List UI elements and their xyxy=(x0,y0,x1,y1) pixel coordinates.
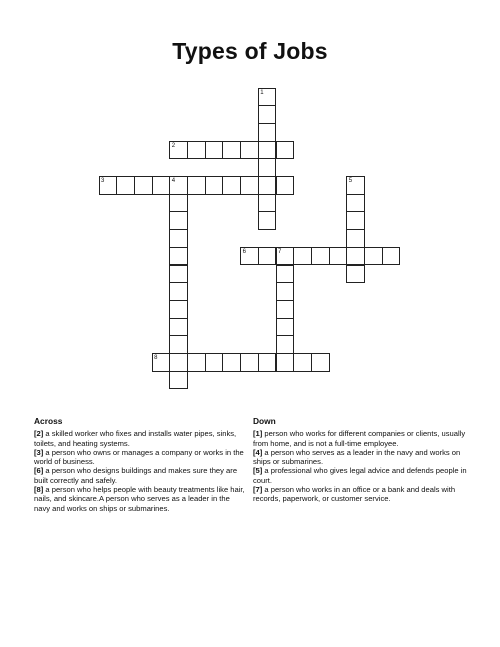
clue-down-1 xyxy=(253,429,468,448)
grid-cell[interactable] xyxy=(276,247,295,266)
grid-cell[interactable] xyxy=(346,194,365,213)
grid-cell[interactable] xyxy=(311,353,330,372)
grid-cell[interactable] xyxy=(152,176,171,195)
clue-across-3 xyxy=(34,448,246,467)
grid-cell[interactable] xyxy=(276,176,295,195)
clue-across-6 xyxy=(34,466,246,485)
clue-number: [3] xyxy=(34,447,44,457)
grid-cell[interactable] xyxy=(222,353,241,372)
clue-text: a person who works in an office or a bank and deals with records, paperwork, or customer service. xyxy=(253,485,456,504)
grid-cell[interactable] xyxy=(258,176,277,195)
grid-cell[interactable] xyxy=(258,194,277,213)
grid-cell[interactable] xyxy=(346,176,365,195)
down-clues xyxy=(253,417,468,504)
grid-cell[interactable] xyxy=(258,158,277,177)
grid-cell[interactable] xyxy=(258,141,277,160)
grid-cell[interactable] xyxy=(205,353,224,372)
clue-text: a person who helps people with beauty treatments like hair, nails, and skincare.A person who serves as a leader in the navy and works on ships or submarines. xyxy=(34,485,245,513)
grid-cell[interactable] xyxy=(169,353,188,372)
grid-cell[interactable] xyxy=(276,141,295,160)
across-heading: Across xyxy=(34,416,63,426)
clue-number-label: 3 xyxy=(101,178,105,184)
grid-cell[interactable] xyxy=(276,282,295,301)
grid-cell[interactable] xyxy=(240,353,259,372)
clue-number-label: 2 xyxy=(171,142,176,149)
grid-cell[interactable] xyxy=(169,176,188,195)
clue-text: a professional who gives legal advice and defends people in court. xyxy=(253,466,467,485)
grid-cell[interactable] xyxy=(116,176,135,195)
grid-cell[interactable] xyxy=(240,247,259,266)
grid-cell[interactable] xyxy=(205,176,224,195)
grid-cell[interactable] xyxy=(169,141,188,160)
grid-cell[interactable] xyxy=(240,176,259,195)
grid-cell[interactable] xyxy=(276,353,295,372)
clue-number-label: 7 xyxy=(278,248,282,255)
grid-cell[interactable] xyxy=(99,176,118,195)
grid-cell[interactable] xyxy=(276,318,295,337)
grid-cell[interactable] xyxy=(187,353,206,372)
grid-cell[interactable] xyxy=(258,353,277,372)
grid-cell[interactable] xyxy=(169,247,188,266)
clue-down-7 xyxy=(253,485,468,504)
clue-number-label: 1 xyxy=(260,89,264,96)
across-clues xyxy=(34,417,246,513)
clue-number: [1] xyxy=(253,429,263,439)
grid-cell[interactable] xyxy=(222,176,241,195)
grid-cell[interactable] xyxy=(276,265,295,284)
clue-number: [4] xyxy=(253,447,263,457)
grid-cell[interactable] xyxy=(240,141,259,160)
grid-cell[interactable] xyxy=(258,211,277,230)
grid-cell[interactable] xyxy=(329,247,348,266)
grid-cell[interactable] xyxy=(346,211,365,230)
grid-cell[interactable] xyxy=(293,247,312,266)
clue-text: a skilled worker who fixes and installs water pipes, sinks, toilets, and heating systems. xyxy=(34,429,237,448)
grid-cell[interactable] xyxy=(187,176,206,195)
grid-cell[interactable] xyxy=(346,247,365,266)
grid-cell[interactable] xyxy=(169,211,188,230)
grid-cell[interactable] xyxy=(134,176,153,195)
grid-cell[interactable] xyxy=(169,229,188,248)
grid-cell[interactable] xyxy=(169,318,188,337)
clue-across-8 xyxy=(34,485,246,513)
clue-number-label: 5 xyxy=(348,178,353,184)
grid-cell[interactable] xyxy=(205,141,224,160)
puzzle-title: Types of Jobs xyxy=(172,38,328,64)
grid-cell[interactable] xyxy=(258,105,277,124)
grid-cell[interactable] xyxy=(152,353,171,372)
clue-down-4 xyxy=(253,448,468,467)
grid-cell[interactable] xyxy=(169,282,188,301)
clue-number: [2] xyxy=(34,429,44,439)
grid-cell[interactable] xyxy=(187,141,206,160)
grid-cell[interactable] xyxy=(276,300,295,319)
grid-cell[interactable] xyxy=(311,247,330,266)
grid-cell[interactable] xyxy=(258,123,277,142)
clue-number: [6] xyxy=(34,466,44,476)
grid-cell[interactable] xyxy=(169,335,188,354)
grid-cell[interactable] xyxy=(258,88,277,107)
clue-number: [7] xyxy=(253,485,263,495)
clue-text: person who works for different companies or clients, usually from home, and is not a full-time employee. xyxy=(253,429,466,448)
grid-cell[interactable] xyxy=(276,335,295,354)
grid-cell[interactable] xyxy=(346,229,365,248)
clue-number: [5] xyxy=(253,466,263,476)
clue-number-label: 6 xyxy=(242,248,246,255)
grid-cell[interactable] xyxy=(364,247,383,266)
clue-number-label: 4 xyxy=(171,178,176,184)
grid-cell[interactable] xyxy=(169,371,188,390)
clue-text: a person who serves as a leader in the navy and works on ships or submarines. xyxy=(253,447,461,467)
grid-cell[interactable] xyxy=(169,265,188,284)
clue-text: a person who designs buildings and makes sure they are built correctly and safely. xyxy=(34,466,238,485)
grid-cell[interactable] xyxy=(258,247,277,266)
clue-number: [8] xyxy=(34,485,44,495)
down-heading: Down xyxy=(253,416,276,426)
grid-cell[interactable] xyxy=(293,353,312,372)
grid-cell[interactable] xyxy=(169,300,188,319)
grid-cell[interactable] xyxy=(169,194,188,213)
grid-cell[interactable] xyxy=(382,247,401,266)
grid-cell[interactable] xyxy=(222,141,241,160)
clue-down-5 xyxy=(253,466,468,485)
grid-cell[interactable] xyxy=(346,265,365,284)
clue-number-label: 8 xyxy=(154,355,158,361)
clue-across-2 xyxy=(34,429,246,448)
clue-text: a person who owns or manages a company or works in the world of business. xyxy=(34,447,244,467)
